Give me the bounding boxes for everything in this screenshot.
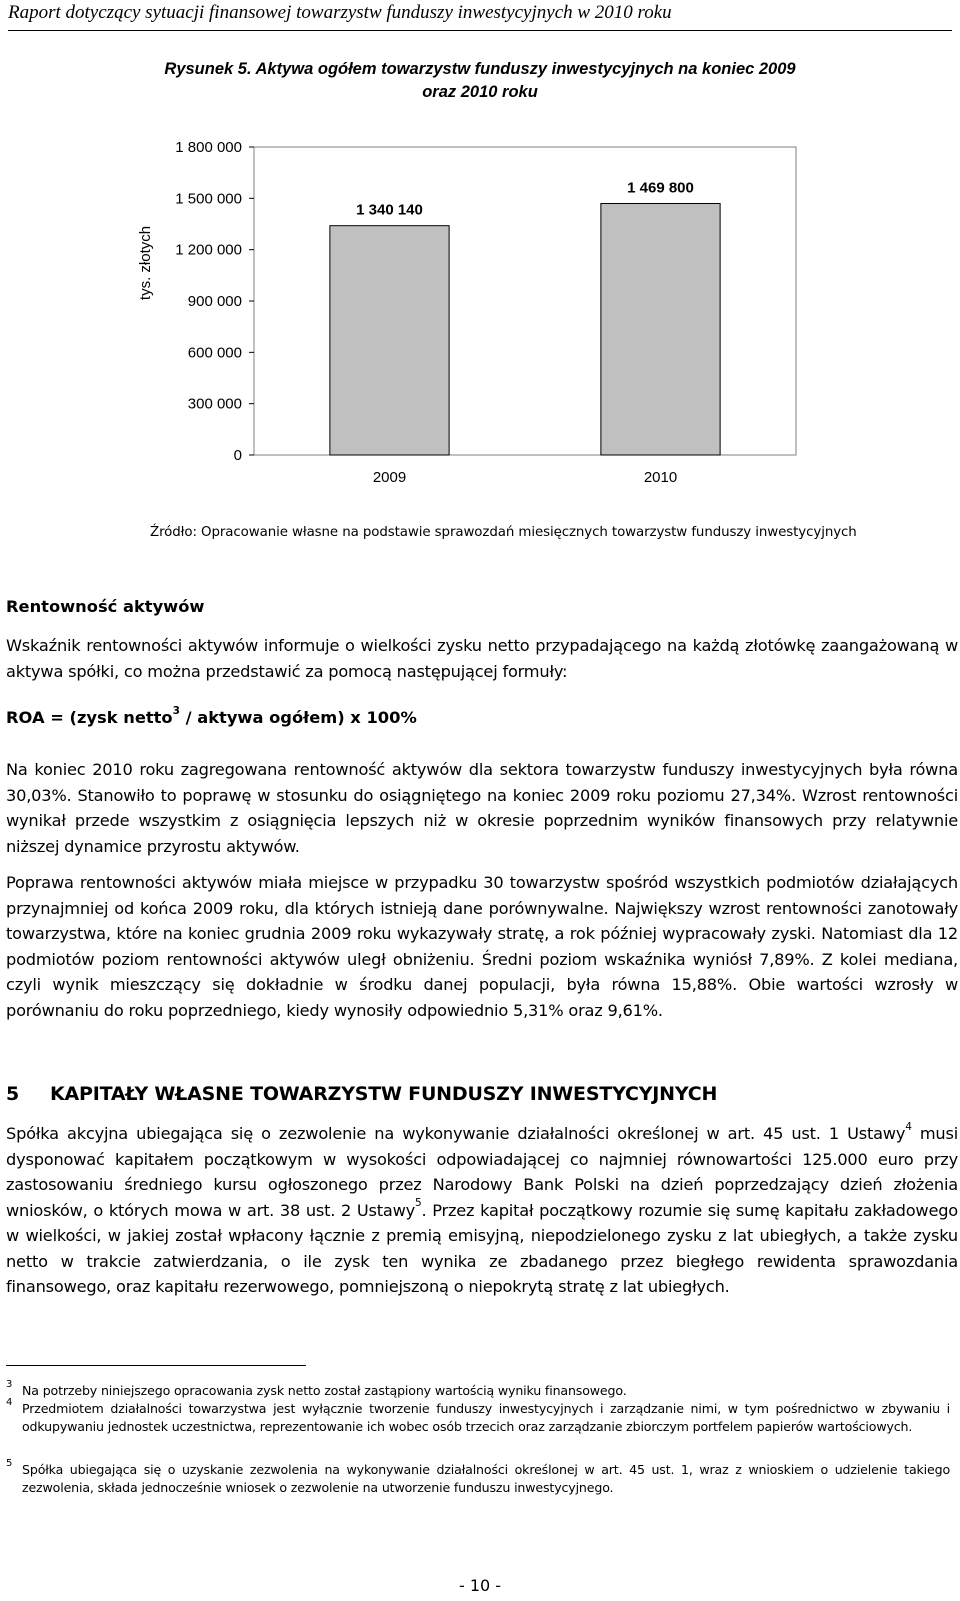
figure-title-line2: oraz 2010 roku <box>422 83 538 101</box>
y-tick-label: 600 000 <box>187 344 242 362</box>
footnote-4 <box>6 1397 950 1436</box>
figure-source: Źródło: Opracowanie własne na podstawie sprawozdań miesięcznych towarzystw funduszy inwestycyjnych <box>150 525 857 540</box>
data-label: 1 340 140 <box>356 201 423 219</box>
roa-intro-paragraph: Wskaźnik rentowności aktywów informuje o wielkości zysku netto przypadającego na każdą złotówkę zaangażowaną w aktywa spółki, co można przedstawić za pomocą następującej formuły: <box>6 636 958 681</box>
roa-paragraph-2: Poprawa rentowności aktywów miała miejsce w przypadku 30 towarzystw spośród wszystkich podmiotów działających przynajmniej od końca 2009 roku, dla których istnieją dane porównywalne. Największy wzrost rentowności zanotowały towarzystwa, które na koniec grudnia 2009 roku wykazywały stratę, a rok później wypracowały zyski. Natomiast dla 12 podmiotów poziom rentowności aktywów uległ obniżeniu. Średni poziom wskaźnika wyniósł 7,89%. Z kolei mediana, czyli wynik mieszczący się dokładnie w środku danej populacji, była równa 15,88%. Obie wartości wzrosły w porównaniu do roku poprzedniego, kiedy wynosiły odpowiednio 5,31% oraz 9,61%. <box>6 873 958 1020</box>
footnote-text: Na potrzeby niniejszego opracowania zysk netto został zastąpiony wartością wyniku finansowego. <box>22 1383 627 1398</box>
footnote-number: 4 <box>6 1397 13 1408</box>
footnote-5 <box>6 1458 950 1497</box>
roa-paragraph-1: Na koniec 2010 roku zagregowana rentowność aktywów dla sektora towarzystw funduszy inwestycyjnych była równa 30,03%. Stanowiło to poprawę w stosunku do osiągniętego na koniec 2009 roku poziomu 27,34%. Wzrost rentowności wynikał przede wszystkim z osiągnięcia lepszych niż w okresie poprzednim wyników finansowych przy relatywnie niższej dynamice przyrostu aktywów. <box>6 760 958 856</box>
section-5-number: 5 <box>6 1083 20 1105</box>
y-tick-label: 1 800 000 <box>175 139 242 156</box>
bar-2009 <box>330 226 449 455</box>
running-header: Raport dotyczący sytuacji finansowej towarzystw funduszy inwestycyjnych w 2010 roku <box>8 2 952 31</box>
section-heading-roa: Rentowność aktywów <box>6 597 205 616</box>
roa-formula <box>6 704 417 727</box>
x-tick-label: 2010 <box>643 469 678 486</box>
footnote-ref-5: 5 <box>415 1197 422 1210</box>
y-tick-label: 1 500 000 <box>175 190 242 208</box>
section-5-text-a: Spółka akcyjna ubiegająca się o zezwolenie na wykonywanie działalności określonej w art. 45 ust. 1 Ustawy <box>6 1124 906 1143</box>
formula-pre: ROA = (zysk netto <box>6 708 173 727</box>
y-tick-label: 300 000 <box>187 395 242 413</box>
footnote-text: Przedmiotem działalności towarzystwa jest wyłącznie tworzenie funduszy inwestycyjnych i zarządzanie nimi, w tym pośrednictwo w zbywaniu i odkupywaniu jednostek uczestnictwa, reprezentowanie ich wobec osób trzecich oraz zarządzanie zbiorczym portfelem papierów wartościowych. <box>22 1401 950 1434</box>
y-tick-label: 900 000 <box>187 293 242 310</box>
bar-chart <box>0 0 960 500</box>
y-tick-label: 0 <box>233 447 242 464</box>
footnote-number: 5 <box>6 1458 13 1469</box>
y-axis-label: tys. złotych <box>137 225 154 301</box>
section-5-title: KAPITAŁY WŁASNE TOWARZYSTW FUNDUSZY INWESTYCYJNYCH <box>50 1083 718 1105</box>
section-5-paragraph <box>6 1121 958 1300</box>
footnote-ref-4: 4 <box>905 1120 912 1133</box>
formula-post: / aktywa ogółem) x 100% <box>179 708 417 727</box>
x-tick-label: 2009 <box>372 469 407 486</box>
footnote-number: 3 <box>6 1379 13 1390</box>
footnote-3 <box>6 1379 950 1400</box>
footnote-separator <box>6 1365 306 1366</box>
formula-footnote-ref: 3 <box>172 704 180 717</box>
y-tick-label: 1 200 000 <box>175 241 242 259</box>
page-number: - 10 - <box>458 1576 502 1595</box>
section-5-text-c: . Przez kapitał początkowy rozumie się sumę kapitału zakładowego w wielkości, w jakiej został wpłacony łącznie z premią emisyjną, niepodzielonego zysku z lat ubiegłych, a także zysku netto w trakcie zatwierdzania, o ile zysk ten wynika ze zbadanego przez biegłego rewidenta sprawozdania finansowego, oraz kapitału rezerwowego, pomniejszoną o niepokrytą stratę z lat ubiegłych. <box>6 1200 958 1296</box>
section-5-text-b: musi dysponować kapitałem początkowym w wysokości odpowiadającej co najmniej równowartości 125.000 euro przy zastosowaniu średniego kursu ogłoszonego przez Narodowy Bank Polski na dzień poprzedzający dzień złożenia wniosków, o których mowa w art. 38 ust. 2 Ustawy <box>6 1124 958 1220</box>
data-label: 1 469 800 <box>627 179 694 197</box>
footnote-text: Spółka ubiegająca się o uzyskanie zezwolenia na wykonywanie działalności określonej w art. 45 ust. 1, wraz z wnioskiem o udzielenie takiego zezwolenia, składa jednocześnie wniosek o zezwolenie na utworzenie funduszu inwestycyjnego. <box>22 1462 950 1495</box>
bar-2010 <box>601 204 720 455</box>
figure-title-line1: Rysunek 5. Aktywa ogółem towarzystw funduszy inwestycyjnych na koniec 2009 <box>164 60 796 78</box>
section-5-heading <box>6 1083 717 1105</box>
